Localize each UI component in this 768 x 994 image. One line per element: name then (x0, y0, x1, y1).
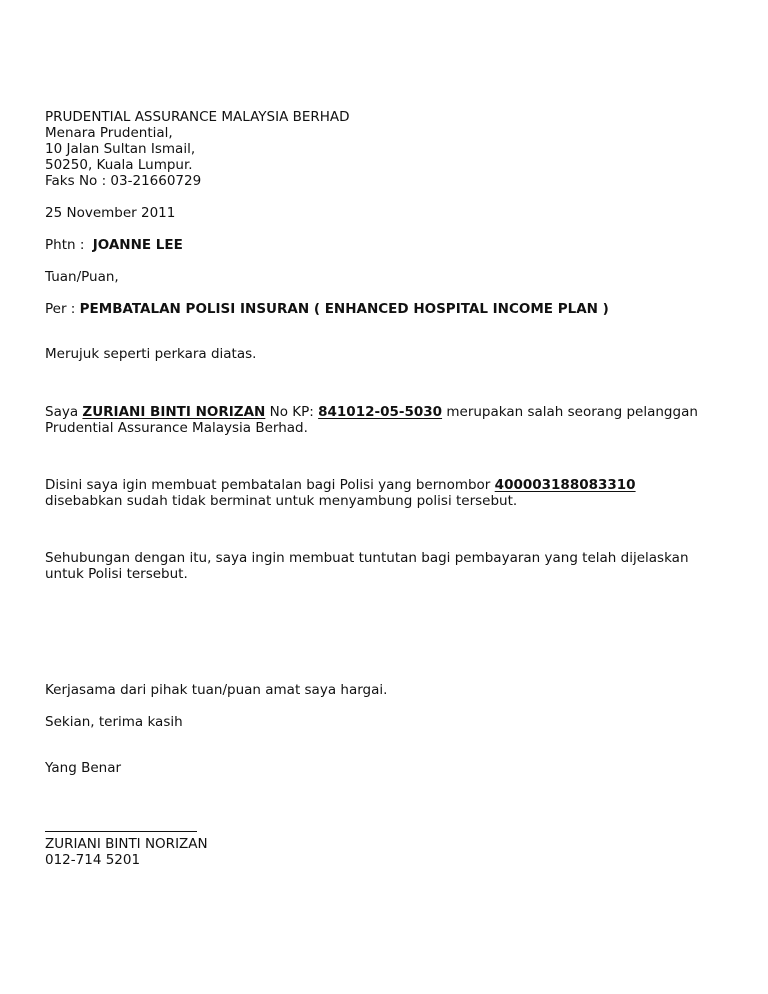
paragraph-identity (45, 404, 735, 436)
para1-prefix: Saya (45, 404, 79, 420)
signatory-name: ZURIANI BINTI NORIZAN (45, 836, 208, 852)
letter-date (45, 205, 735, 221)
subject-text: PEMBATALAN POLISI INSURAN ( ENHANCED HOSPITAL INCOME PLAN ) (79, 301, 609, 317)
attention-label: Phtn : (45, 237, 85, 253)
thanks-text: Sekian, terima kasih (45, 714, 183, 730)
para3-line-1: Sehubungan dengan itu, saya ingin membuat tuntutan bagi pembayaran yang telah dijelaskan (45, 550, 689, 566)
cooperation-text: Kerjasama dari pihak tuan/puan amat saya hargai. (45, 682, 388, 698)
signatory-phone: 012-714 5201 (45, 852, 141, 868)
recipient-company: PRUDENTIAL ASSURANCE MALAYSIA BERHAD (45, 109, 350, 125)
attention-line (45, 237, 735, 253)
para2-line-2: disebabkan sudah tidak berminat untuk menyambung polisi tersebut. (45, 493, 518, 509)
salutation-text: Tuan/Puan, (45, 269, 119, 285)
kp-label: No KP: (269, 404, 314, 420)
para2-prefix: Disini saya igin membuat pembatalan bagi Polisi yang bernombor (45, 477, 491, 493)
policy-number: 400003188083310 (494, 477, 636, 493)
closing (45, 760, 735, 776)
recipient-address-line-2: 10 Jalan Sultan Ismail, (45, 141, 196, 157)
sender-name: ZURIANI BINTI NORIZAN (82, 404, 266, 420)
closing-text: Yang Benar (45, 760, 122, 776)
signatory-block (45, 836, 735, 868)
subject-line (45, 301, 735, 317)
paragraph-cancellation (45, 477, 735, 509)
date-text: 25 November 2011 (45, 205, 176, 221)
recipient-fax: Faks No : 03-21660729 (45, 173, 202, 189)
subject-label: Per : (45, 301, 76, 317)
recipient-address-line-1: Menara Prudential, (45, 125, 173, 141)
signature-line (45, 831, 197, 832)
paragraph-claim (45, 550, 735, 582)
recipient-address-line-3: 50250, Kuala Lumpur. (45, 157, 193, 173)
para1-line-2: Prudential Assurance Malaysia Berhad. (45, 420, 308, 436)
attention-name: JOANNE LEE (92, 237, 183, 253)
reference-text: Merujuk seperti perkara diatas. (45, 346, 257, 362)
para1-suffix: merupakan salah seorang pelanggan (446, 404, 698, 420)
reference-paragraph (45, 346, 735, 362)
recipient-address (45, 109, 735, 189)
para3-line-2: untuk Polisi tersebut. (45, 566, 188, 582)
salutation (45, 269, 735, 285)
kp-number: 841012-05-5030 (318, 404, 443, 420)
thanks-paragraph (45, 714, 735, 730)
cooperation-paragraph (45, 682, 735, 698)
